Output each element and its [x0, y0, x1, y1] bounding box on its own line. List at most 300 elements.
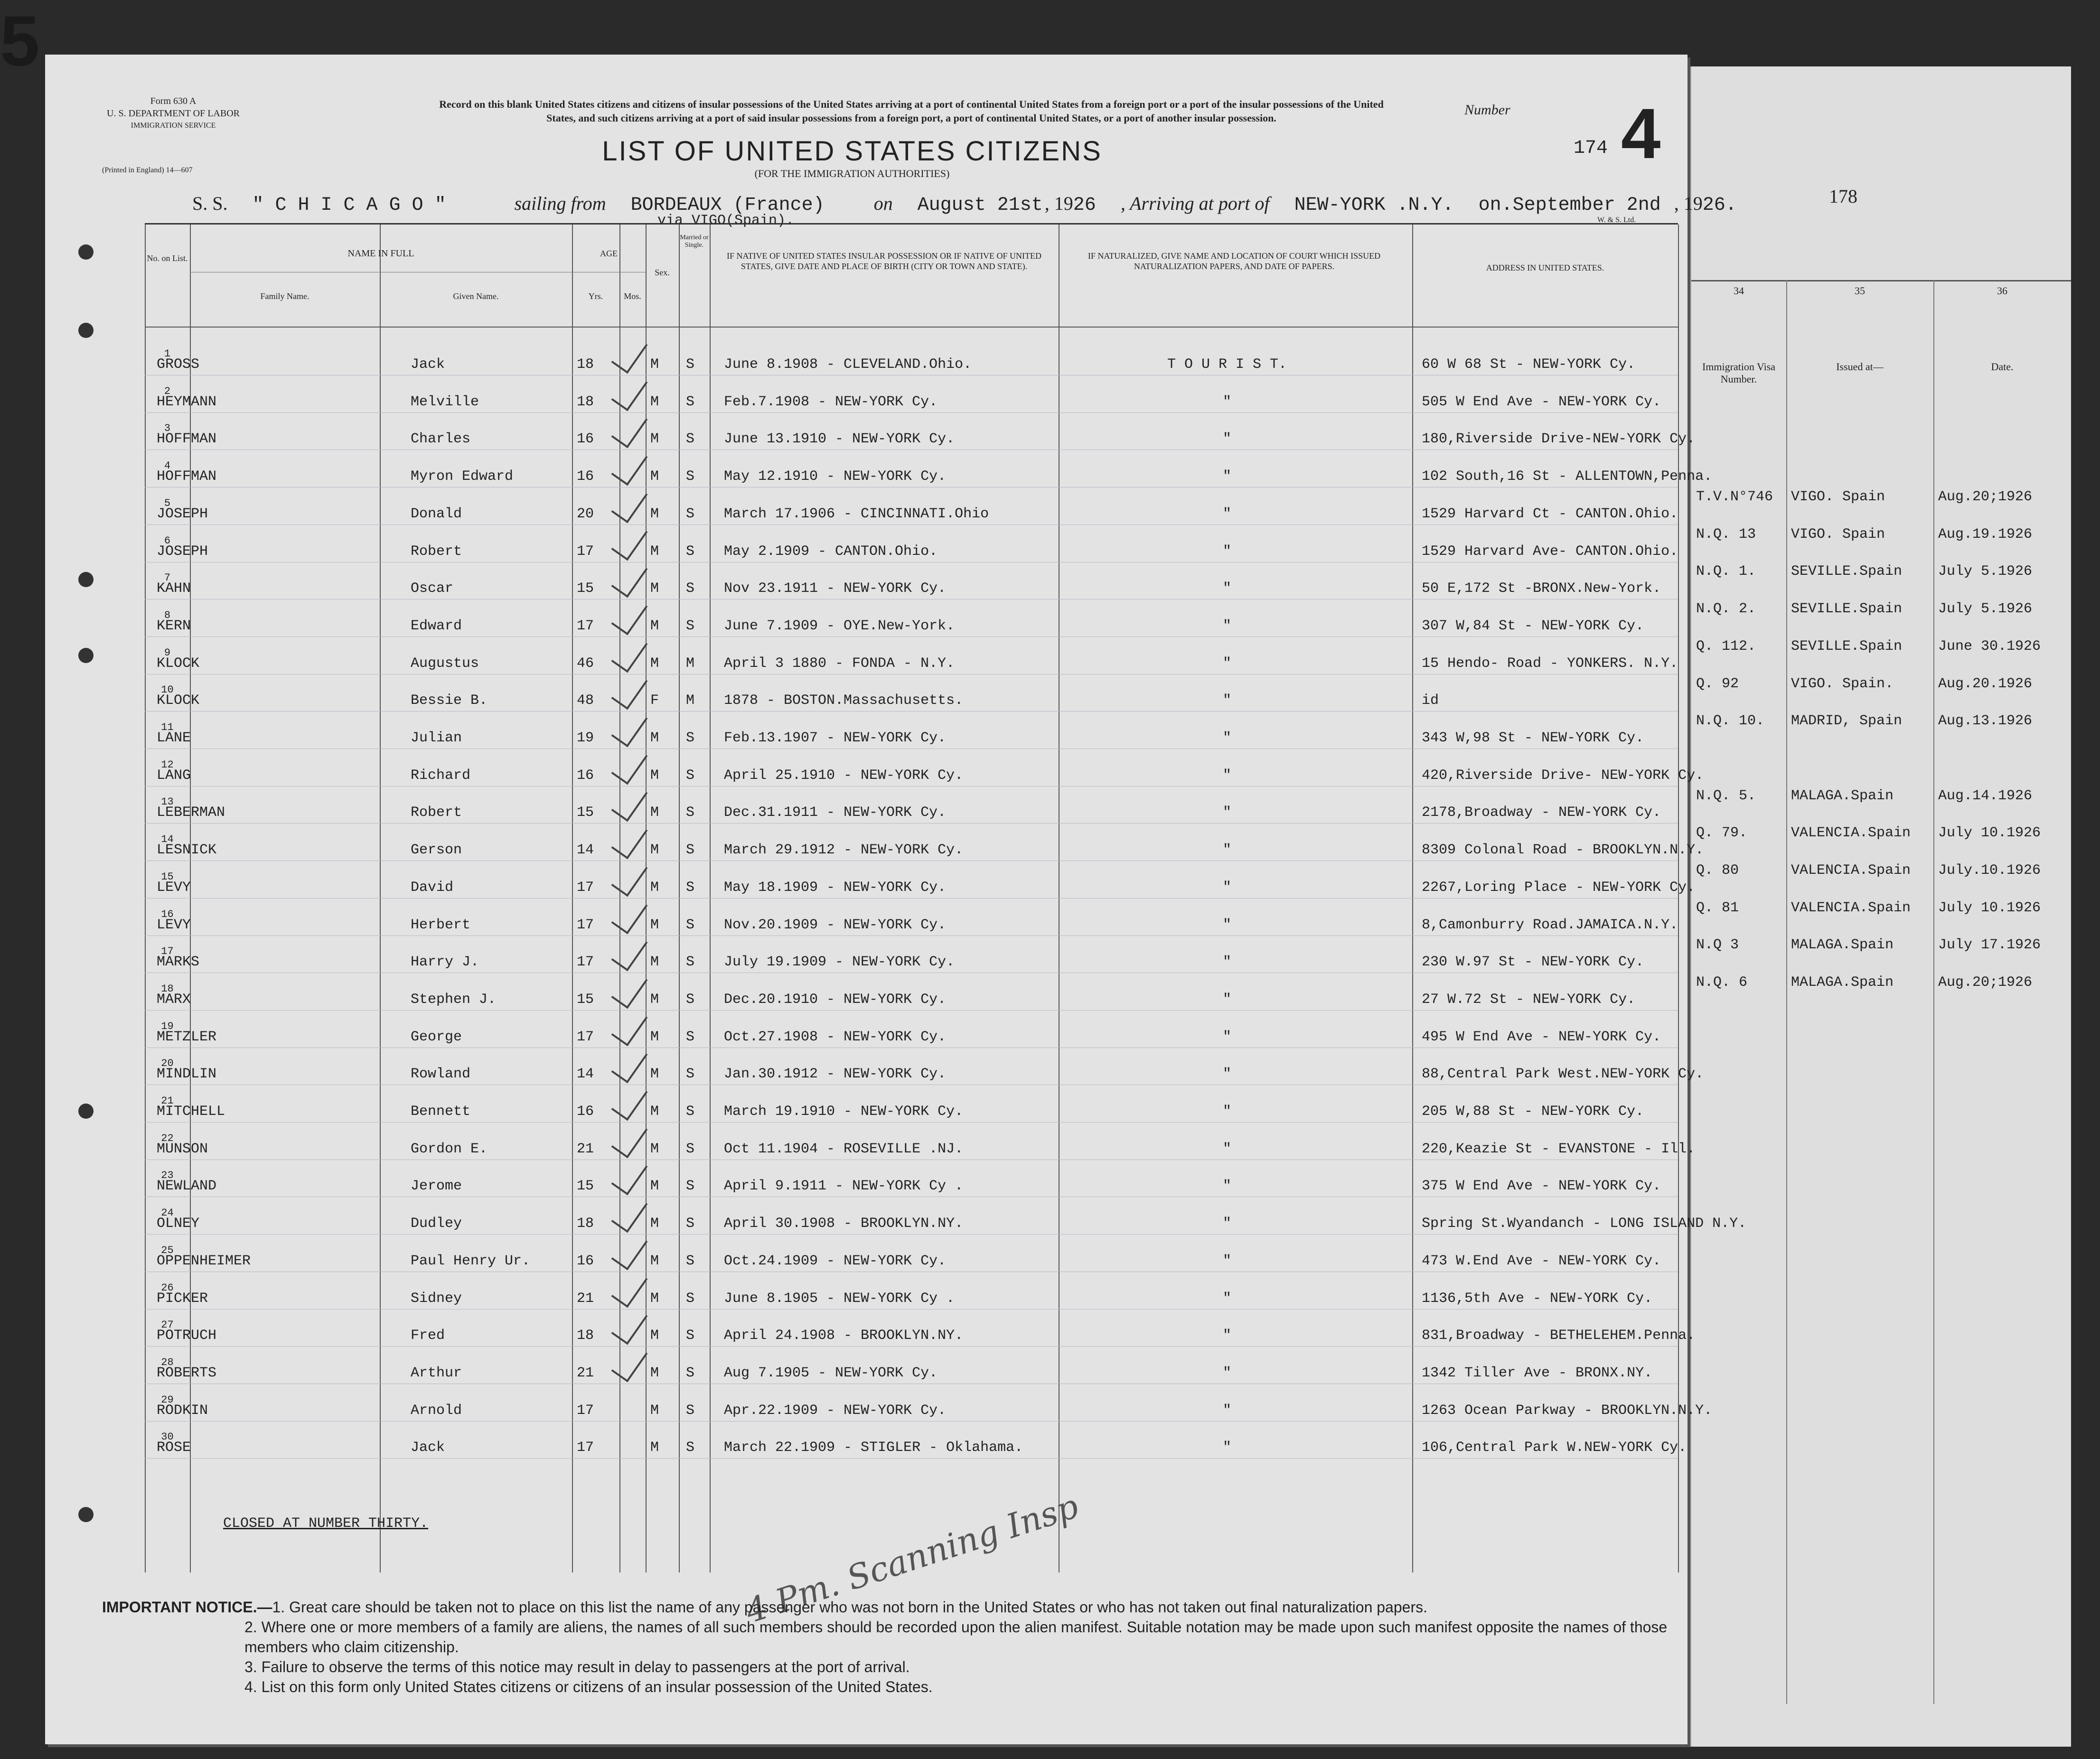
cell-age: 16 — [577, 767, 594, 784]
cell-addr: 88,Central Park West.NEW-YORK Cy. — [1422, 1066, 1704, 1083]
cell-given: David — [411, 879, 454, 896]
cell-age: 14 — [577, 1066, 594, 1083]
cell-family: LANG — [157, 767, 191, 784]
table-row — [145, 1011, 1678, 1048]
table-row — [145, 861, 1696, 898]
cell-ms: S — [686, 1216, 695, 1232]
cell-no: 3 — [164, 422, 171, 435]
back-cell-date: Aug.20;1926 — [1938, 489, 2033, 505]
back-cell-issued: MALAGA.Spain — [1791, 937, 1894, 954]
cell-family: MITCHELL — [157, 1104, 225, 1120]
table-row — [145, 450, 1713, 487]
cell-given: Bennett — [411, 1104, 471, 1120]
cell-addr: 831,Broadway - BETHELEHEM.Penna. — [1422, 1328, 1696, 1344]
notice-lead: IMPORTANT NOTICE.— — [102, 1599, 272, 1616]
cell-family: ROBERTS — [157, 1365, 217, 1381]
back-cell-visa: N.Q. 5. — [1696, 787, 1756, 804]
cell-addr: 307 W,84 St - NEW-YORK Cy. — [1422, 618, 1644, 634]
table-row — [145, 1347, 1678, 1384]
cell-age: 15 — [577, 580, 594, 597]
cell-birth: April 24.1908 - BROOKLYN.NY. — [724, 1328, 964, 1344]
check-mark — [611, 1081, 648, 1121]
cell-nat: " — [1222, 1402, 1231, 1419]
back-cell-date: July.10.1926 — [1938, 862, 2041, 879]
cell-addr: 60 W 68 St - NEW-YORK Cy. — [1422, 356, 1636, 373]
cell-age: 17 — [577, 543, 594, 560]
back-cell-issued: SEVILLE.Spain — [1791, 563, 1903, 580]
cell-family: LEBERMAN — [157, 805, 225, 821]
binder-hole — [78, 1507, 94, 1522]
table-row — [145, 637, 1678, 674]
cell-no: 5 — [164, 497, 171, 509]
cell-family: JOSEPH — [157, 505, 208, 522]
cell-no: 12 — [161, 758, 174, 771]
cell-given: Charles — [411, 431, 471, 448]
cell-sex: M — [650, 1066, 659, 1083]
cell-given: Arthur — [411, 1365, 462, 1381]
cell-ms: S — [686, 543, 695, 560]
cell-ms: S — [686, 1365, 695, 1381]
cell-given: Augustus — [411, 655, 479, 672]
cell-family: KAHN — [157, 580, 191, 597]
cell-ms: S — [686, 1178, 695, 1195]
department: U. S. DEPARTMENT OF LABOR — [107, 108, 240, 119]
col-given: Given Name. — [453, 291, 499, 301]
cell-given: Dudley — [411, 1216, 462, 1232]
cell-given: Jerome — [411, 1178, 462, 1195]
cell-ms: S — [686, 393, 695, 410]
cell-age: 16 — [577, 468, 594, 485]
cell-birth: Oct.27.1908 - NEW-YORK Cy. — [724, 1029, 947, 1045]
check-mark — [611, 595, 648, 636]
cell-nat: " — [1222, 1290, 1231, 1307]
cell-ms: S — [686, 917, 695, 933]
arrival-port: NEW-YORK .N.Y. — [1294, 195, 1454, 216]
cell-birth: May 2.1909 - CANTON.Ohio. — [724, 543, 938, 560]
table-row — [145, 973, 1678, 1010]
back-cell-issued: SEVILLE.Spain — [1791, 601, 1903, 618]
table-row — [145, 600, 1678, 637]
cell-nat: " — [1222, 1440, 1231, 1456]
cell-sex: M — [650, 1029, 659, 1045]
cell-birth: April 25.1910 - NEW-YORK Cy. — [724, 767, 964, 784]
cell-age: 15 — [577, 991, 594, 1008]
back-cell-date: Aug.13.1926 — [1938, 713, 2033, 730]
cell-sex: M — [650, 1290, 659, 1307]
check-mark — [611, 670, 648, 710]
cell-sex: M — [650, 1178, 659, 1195]
binder-hole — [78, 648, 94, 663]
cell-addr: 230 W.97 St - NEW-YORK Cy. — [1422, 954, 1644, 971]
cell-no: 9 — [164, 646, 171, 659]
printed-note: (Printed in England) 14—607 — [102, 166, 193, 174]
cell-birth: April 9.1911 - NEW-YORK Cy . — [724, 1178, 964, 1195]
cell-sex: M — [650, 730, 659, 746]
cell-sex: M — [650, 1253, 659, 1269]
col-name: NAME IN FULL — [347, 248, 414, 259]
cell-no: 29 — [161, 1394, 174, 1406]
check-mark — [611, 969, 648, 1009]
cell-birth: Dec.20.1910 - NEW-YORK Cy. — [724, 991, 947, 1008]
cell-age: 15 — [577, 1178, 594, 1195]
cell-addr: 420,Riverside Drive- NEW-YORK Cy. — [1422, 767, 1704, 784]
departure-year: 26 — [1073, 195, 1096, 216]
check-mark — [611, 1342, 648, 1383]
cell-nat: " — [1222, 805, 1231, 821]
table-row — [145, 488, 1678, 525]
departure-port: BORDEAUX (France) — [630, 195, 825, 216]
check-mark — [611, 1230, 648, 1270]
cell-given: Rowland — [411, 1066, 471, 1083]
table-row — [145, 1198, 1747, 1235]
closed-note: CLOSED AT NUMBER THIRTY. — [223, 1516, 429, 1532]
check-mark — [611, 1006, 648, 1046]
check-mark — [611, 931, 648, 972]
table-row — [145, 376, 1678, 413]
arriving-label: , Arriving at port of — [1120, 193, 1270, 214]
cell-sex: M — [650, 1440, 659, 1456]
cell-birth: July 19.1909 - NEW-YORK Cy. — [724, 954, 955, 971]
cell-addr: 180,Riverside Drive-NEW-YORK Cy. — [1422, 431, 1696, 448]
table-row — [145, 824, 1704, 861]
cell-ms: S — [686, 505, 695, 522]
cell-family: HEYMANN — [157, 393, 217, 410]
cell-ms: S — [686, 1440, 695, 1456]
back-cell-date: Aug.14.1926 — [1938, 787, 2033, 804]
check-mark — [611, 558, 648, 598]
cell-family: MINDLIN — [157, 1066, 217, 1083]
col-family: Family Name. — [260, 291, 309, 301]
cell-addr: 495 W End Ave - NEW-YORK Cy. — [1422, 1029, 1661, 1045]
cell-age: 21 — [577, 1290, 594, 1307]
back-cell-issued: VALENCIA.Spain — [1791, 862, 1911, 879]
back-cell-issued: VALENCIA.Spain — [1791, 899, 1911, 916]
table-row — [145, 1272, 1678, 1310]
cell-family: KLOCK — [157, 692, 200, 709]
cell-nat: " — [1222, 692, 1231, 709]
next-sheet-number: 5 — [0, 1, 40, 81]
voyage-line — [192, 192, 1750, 216]
cell-sex: M — [650, 991, 659, 1008]
cell-sex: M — [650, 1328, 659, 1344]
table-row — [145, 562, 1678, 599]
list-number: 174 — [1574, 138, 1608, 159]
back-cell-visa: Q. 80 — [1696, 862, 1739, 879]
back-cell-issued: VIGO. Spain. — [1791, 675, 1894, 692]
cell-addr: 2267,Loring Place - NEW-YORK Cy. — [1422, 879, 1696, 896]
cell-birth: June 7.1909 - OYE.New-York. — [724, 618, 955, 634]
cell-nat: " — [1222, 1178, 1231, 1195]
cell-no: 2 — [164, 385, 171, 397]
cell-ms: S — [686, 1290, 695, 1307]
cell-sex: M — [650, 468, 659, 485]
back-header-line — [1691, 280, 2071, 281]
cell-family: OLNEY — [157, 1216, 200, 1232]
check-mark — [611, 632, 648, 673]
table-row — [145, 1085, 1678, 1123]
cell-birth: Apr.22.1909 - NEW-YORK Cy. — [724, 1402, 947, 1419]
cell-birth: Feb.7.1908 - NEW-YORK Cy. — [724, 393, 938, 410]
back-cell-issued: SEVILLE.Spain — [1791, 638, 1903, 655]
cell-no: 8 — [164, 609, 171, 621]
cell-addr: 50 E,172 St -BRONX.New-York. — [1422, 580, 1661, 597]
important-notice — [102, 1597, 1678, 1697]
check-mark — [611, 1043, 648, 1084]
cell-addr: 1342 Tiller Ave - BRONX.NY. — [1422, 1365, 1653, 1381]
cell-sex: M — [650, 917, 659, 933]
cell-sex: F — [650, 692, 659, 709]
cell-addr: 1263 Ocean Parkway - BROOKLYN.N.Y. — [1422, 1402, 1713, 1419]
check-mark — [611, 1193, 648, 1233]
cell-nat: " — [1222, 730, 1231, 746]
notice-item: 3. Failure to observe the terms of this notice may result in delay to passengers at the port of arrival. — [244, 1658, 910, 1675]
cell-nat: " — [1222, 468, 1231, 485]
ship-name: " C H I C A G O " — [252, 195, 446, 216]
cell-family: HOFFMAN — [157, 468, 217, 485]
cell-age: 21 — [577, 1365, 594, 1381]
cell-no: 4 — [164, 460, 171, 472]
cell-nat: " — [1222, 1029, 1231, 1045]
check-mark — [611, 1118, 648, 1158]
back-cell-issued: VIGO. Spain — [1791, 526, 1885, 543]
cell-no: 1 — [164, 348, 171, 360]
cell-no: 13 — [161, 796, 174, 808]
cell-family: HOFFMAN — [157, 431, 217, 448]
cell-no: 7 — [164, 572, 171, 584]
cell-birth: March 22.1909 - STIGLER - Oklahama. — [724, 1440, 1023, 1456]
table-row — [145, 749, 1704, 786]
cell-sex: M — [650, 1365, 659, 1381]
cell-given: Melville — [411, 393, 479, 410]
cell-no: 22 — [161, 1132, 174, 1144]
back-cell-date: Aug.20.1926 — [1938, 675, 2033, 692]
check-mark — [611, 1305, 648, 1345]
cell-ms: S — [686, 1253, 695, 1269]
table-row — [145, 674, 1678, 711]
cell-given: Richard — [411, 767, 471, 784]
back-col-divider — [1786, 280, 1787, 1704]
cell-given: Harry J. — [411, 954, 479, 971]
binder-hole — [78, 1104, 94, 1119]
check-mark — [611, 856, 648, 897]
back-col-label: Immigration Visa Number. — [1702, 361, 1776, 385]
cell-age: 16 — [577, 431, 594, 448]
cell-family: MARKS — [157, 954, 200, 971]
cell-birth: May 18.1909 - NEW-YORK Cy. — [724, 879, 947, 896]
cell-given: Donald — [411, 505, 462, 522]
cell-addr: 205 W,88 St - NEW-YORK Cy. — [1422, 1104, 1644, 1120]
cell-nat: " — [1222, 505, 1231, 522]
page-subtitle: (FOR THE IMMIGRATION AUTHORITIES) — [754, 168, 950, 179]
check-mark — [611, 520, 648, 561]
cell-age: 46 — [577, 655, 594, 672]
cell-nat: " — [1222, 879, 1231, 896]
table-row — [145, 525, 1678, 562]
back-cell-date: Aug.20;1926 — [1938, 974, 2033, 991]
cell-no: 20 — [161, 1057, 174, 1070]
cell-age: 18 — [577, 1328, 594, 1344]
cell-given: Paul Henry Ur. — [411, 1253, 531, 1269]
cell-family: POTRUCH — [157, 1328, 217, 1344]
check-mark — [611, 371, 648, 411]
cell-nat: " — [1222, 618, 1231, 634]
back-cell-visa: Q. 112. — [1696, 638, 1756, 655]
departure-date: August 21st — [917, 195, 1043, 216]
form-header-block — [93, 95, 254, 132]
cell-ms: S — [686, 730, 695, 746]
back-cell-visa: Q. 79. — [1696, 825, 1748, 842]
cell-no: 18 — [161, 982, 174, 995]
back-sheet-number: 178 — [1829, 186, 1857, 207]
on-label: on — [873, 193, 893, 214]
cell-addr: 8,Camonburry Road.JAMAICA.N.Y. — [1422, 917, 1678, 933]
cell-no: 26 — [161, 1282, 174, 1294]
cell-age: 17 — [577, 1402, 594, 1419]
cell-nat: " — [1222, 917, 1231, 933]
back-cell-visa: T.V.N°746 — [1696, 489, 1773, 505]
cell-no: 27 — [161, 1319, 174, 1331]
cell-age: 17 — [577, 1029, 594, 1045]
cell-given: Arnold — [411, 1402, 462, 1419]
check-mark — [611, 1155, 648, 1196]
cell-birth: June 8.1908 - CLEVELAND.Ohio. — [724, 356, 972, 373]
cell-ms: S — [686, 767, 695, 784]
cell-birth: June 13.1910 - NEW-YORK Cy. — [724, 431, 955, 448]
cell-family: KLOCK — [157, 655, 200, 672]
cell-age: 18 — [577, 393, 594, 410]
cell-age: 21 — [577, 1141, 594, 1157]
cell-age: 18 — [577, 1216, 594, 1232]
check-mark — [611, 408, 648, 449]
cell-age: 19 — [577, 730, 594, 746]
check-mark — [611, 1267, 648, 1308]
cell-family: MUNSON — [157, 1141, 208, 1157]
check-mark — [611, 707, 648, 748]
binder-hole — [78, 572, 94, 587]
cell-birth: Dec.31.1911 - NEW-YORK Cy. — [724, 805, 947, 821]
cell-sex: M — [650, 805, 659, 821]
cell-age: 17 — [577, 618, 594, 634]
cell-sex: M — [650, 1104, 659, 1120]
cell-given: Julian — [411, 730, 462, 746]
back-cell-visa: N.Q 3 — [1696, 937, 1739, 954]
via-route: via VIGO(Spain). — [657, 213, 795, 229]
back-cell-visa: Q. 81 — [1696, 899, 1739, 916]
cell-no: 10 — [161, 684, 174, 696]
cell-nat: " — [1222, 954, 1231, 971]
back-cell-visa: N.Q. 2. — [1696, 601, 1756, 618]
arrival-date: September 2nd — [1512, 195, 1661, 216]
cell-no: 16 — [161, 908, 174, 920]
cell-birth: June 8.1905 - NEW-YORK Cy . — [724, 1290, 955, 1307]
cell-birth: Nov 23.1911 - NEW-YORK Cy. — [724, 580, 947, 597]
cell-sex: M — [650, 767, 659, 784]
col-mos: Mos. — [624, 291, 641, 301]
cell-addr: 375 W End Ave - NEW-YORK Cy. — [1422, 1178, 1661, 1195]
cell-nat: " — [1222, 1066, 1231, 1083]
col-yrs: Yrs. — [588, 291, 603, 301]
cell-family: JOSEPH — [157, 543, 208, 560]
check-mark — [611, 483, 648, 523]
cell-no: 23 — [161, 1170, 174, 1182]
cell-sex: M — [650, 580, 659, 597]
cell-no: 25 — [161, 1244, 174, 1256]
back-cell-visa: N.Q. 13 — [1696, 526, 1756, 543]
back-col-number: 36 — [1997, 285, 2007, 297]
cell-sex: M — [650, 1402, 659, 1419]
printer: W. & S. Ltd. — [1597, 216, 1636, 224]
cell-age: 48 — [577, 692, 594, 709]
year-prefix-2: , 19 — [1674, 193, 1703, 214]
cell-family: ROSE — [157, 1440, 191, 1456]
cell-ms: S — [686, 879, 695, 896]
cell-age: 20 — [577, 505, 594, 522]
cell-nat: " — [1222, 655, 1231, 672]
cell-given: Gordon E. — [411, 1141, 488, 1157]
cell-given: Bessie B. — [411, 692, 488, 709]
back-cell-issued: MALAGA.Spain — [1791, 787, 1894, 804]
back-cell-issued: MADRID, Spain — [1791, 713, 1903, 730]
cell-ms: S — [686, 431, 695, 448]
table-row — [145, 413, 1696, 450]
check-mark — [611, 782, 648, 822]
cell-ms: S — [686, 1104, 695, 1120]
cell-nat: " — [1222, 1253, 1231, 1269]
table-row — [145, 936, 1678, 973]
cell-age: 17 — [577, 1440, 594, 1456]
check-mark — [611, 334, 648, 374]
cell-ms: S — [686, 954, 695, 971]
cell-birth: March 19.1910 - NEW-YORK Cy. — [724, 1104, 964, 1120]
cell-ms: S — [686, 618, 695, 634]
table-row — [145, 1048, 1704, 1085]
back-cell-visa: N.Q. 1. — [1696, 563, 1756, 580]
back-cell-date: July 10.1926 — [1938, 825, 2041, 842]
page-title: LIST OF UNITED STATES CITIZENS — [602, 136, 1102, 167]
service: IMMIGRATION SERVICE — [131, 122, 216, 130]
number-label: Number — [1464, 102, 1510, 118]
col-birth: IF NATIVE OF UNITED STATES INSULAR POSSESSION OR IF NATIVE OF UNITED STATES, GIVE DATE AND PLACE OF BIRTH (CITY OR TOWN AND STATE). — [726, 251, 1042, 271]
arrival-year: 26. — [1702, 195, 1737, 216]
cell-addr: 473 W.End Ave - NEW-YORK Cy. — [1422, 1253, 1661, 1269]
cell-addr: 220,Keazie St - EVANSTONE - Ill. — [1422, 1141, 1696, 1157]
cell-nat: " — [1222, 1104, 1231, 1120]
cell-ms: S — [686, 805, 695, 821]
cell-family: METZLER — [157, 1029, 217, 1045]
binder-hole — [78, 323, 94, 338]
cell-birth: Oct 11.1904 - ROSEVILLE .NJ. — [724, 1141, 964, 1157]
cell-addr: 1136,5th Ave - NEW-YORK Cy. — [1422, 1290, 1653, 1307]
cell-sex: M — [650, 655, 659, 672]
check-mark — [611, 894, 648, 934]
cell-birth: May 12.1910 - NEW-YORK Cy. — [724, 468, 947, 485]
cell-given: Fred — [411, 1328, 445, 1344]
cell-given: Edward — [411, 618, 462, 634]
notice-item: 4. List on this form only United States citizens or citizens of an insular possession of the United States. — [244, 1678, 933, 1695]
table-row — [145, 1422, 1687, 1459]
cell-age: 15 — [577, 805, 594, 821]
cell-no: 17 — [161, 945, 174, 958]
cell-birth: Jan.30.1912 - NEW-YORK Cy. — [724, 1066, 947, 1083]
cell-nat: " — [1222, 393, 1231, 410]
cell-birth: Feb.13.1907 - NEW-YORK Cy. — [724, 730, 947, 746]
instructions: Record on this blank United States citizens and citizens of insular possessions of the United States arriving at a port of continental United States from a foreign port or a port of the insular possessions of the United States, and such citizens arriving at a port of said insular possessions from a foreign port, a port of continental United States, or a port of another insular possession. — [439, 98, 1384, 124]
cell-sex: M — [650, 1141, 659, 1157]
cell-addr: 15 Hendo- Road - YONKERS. N.Y. — [1422, 655, 1678, 672]
col-marital: Married or Single. — [680, 234, 709, 249]
cell-addr: 343 W,98 St - NEW-YORK Cy. — [1422, 730, 1644, 746]
cell-family: GROSS — [157, 356, 200, 373]
